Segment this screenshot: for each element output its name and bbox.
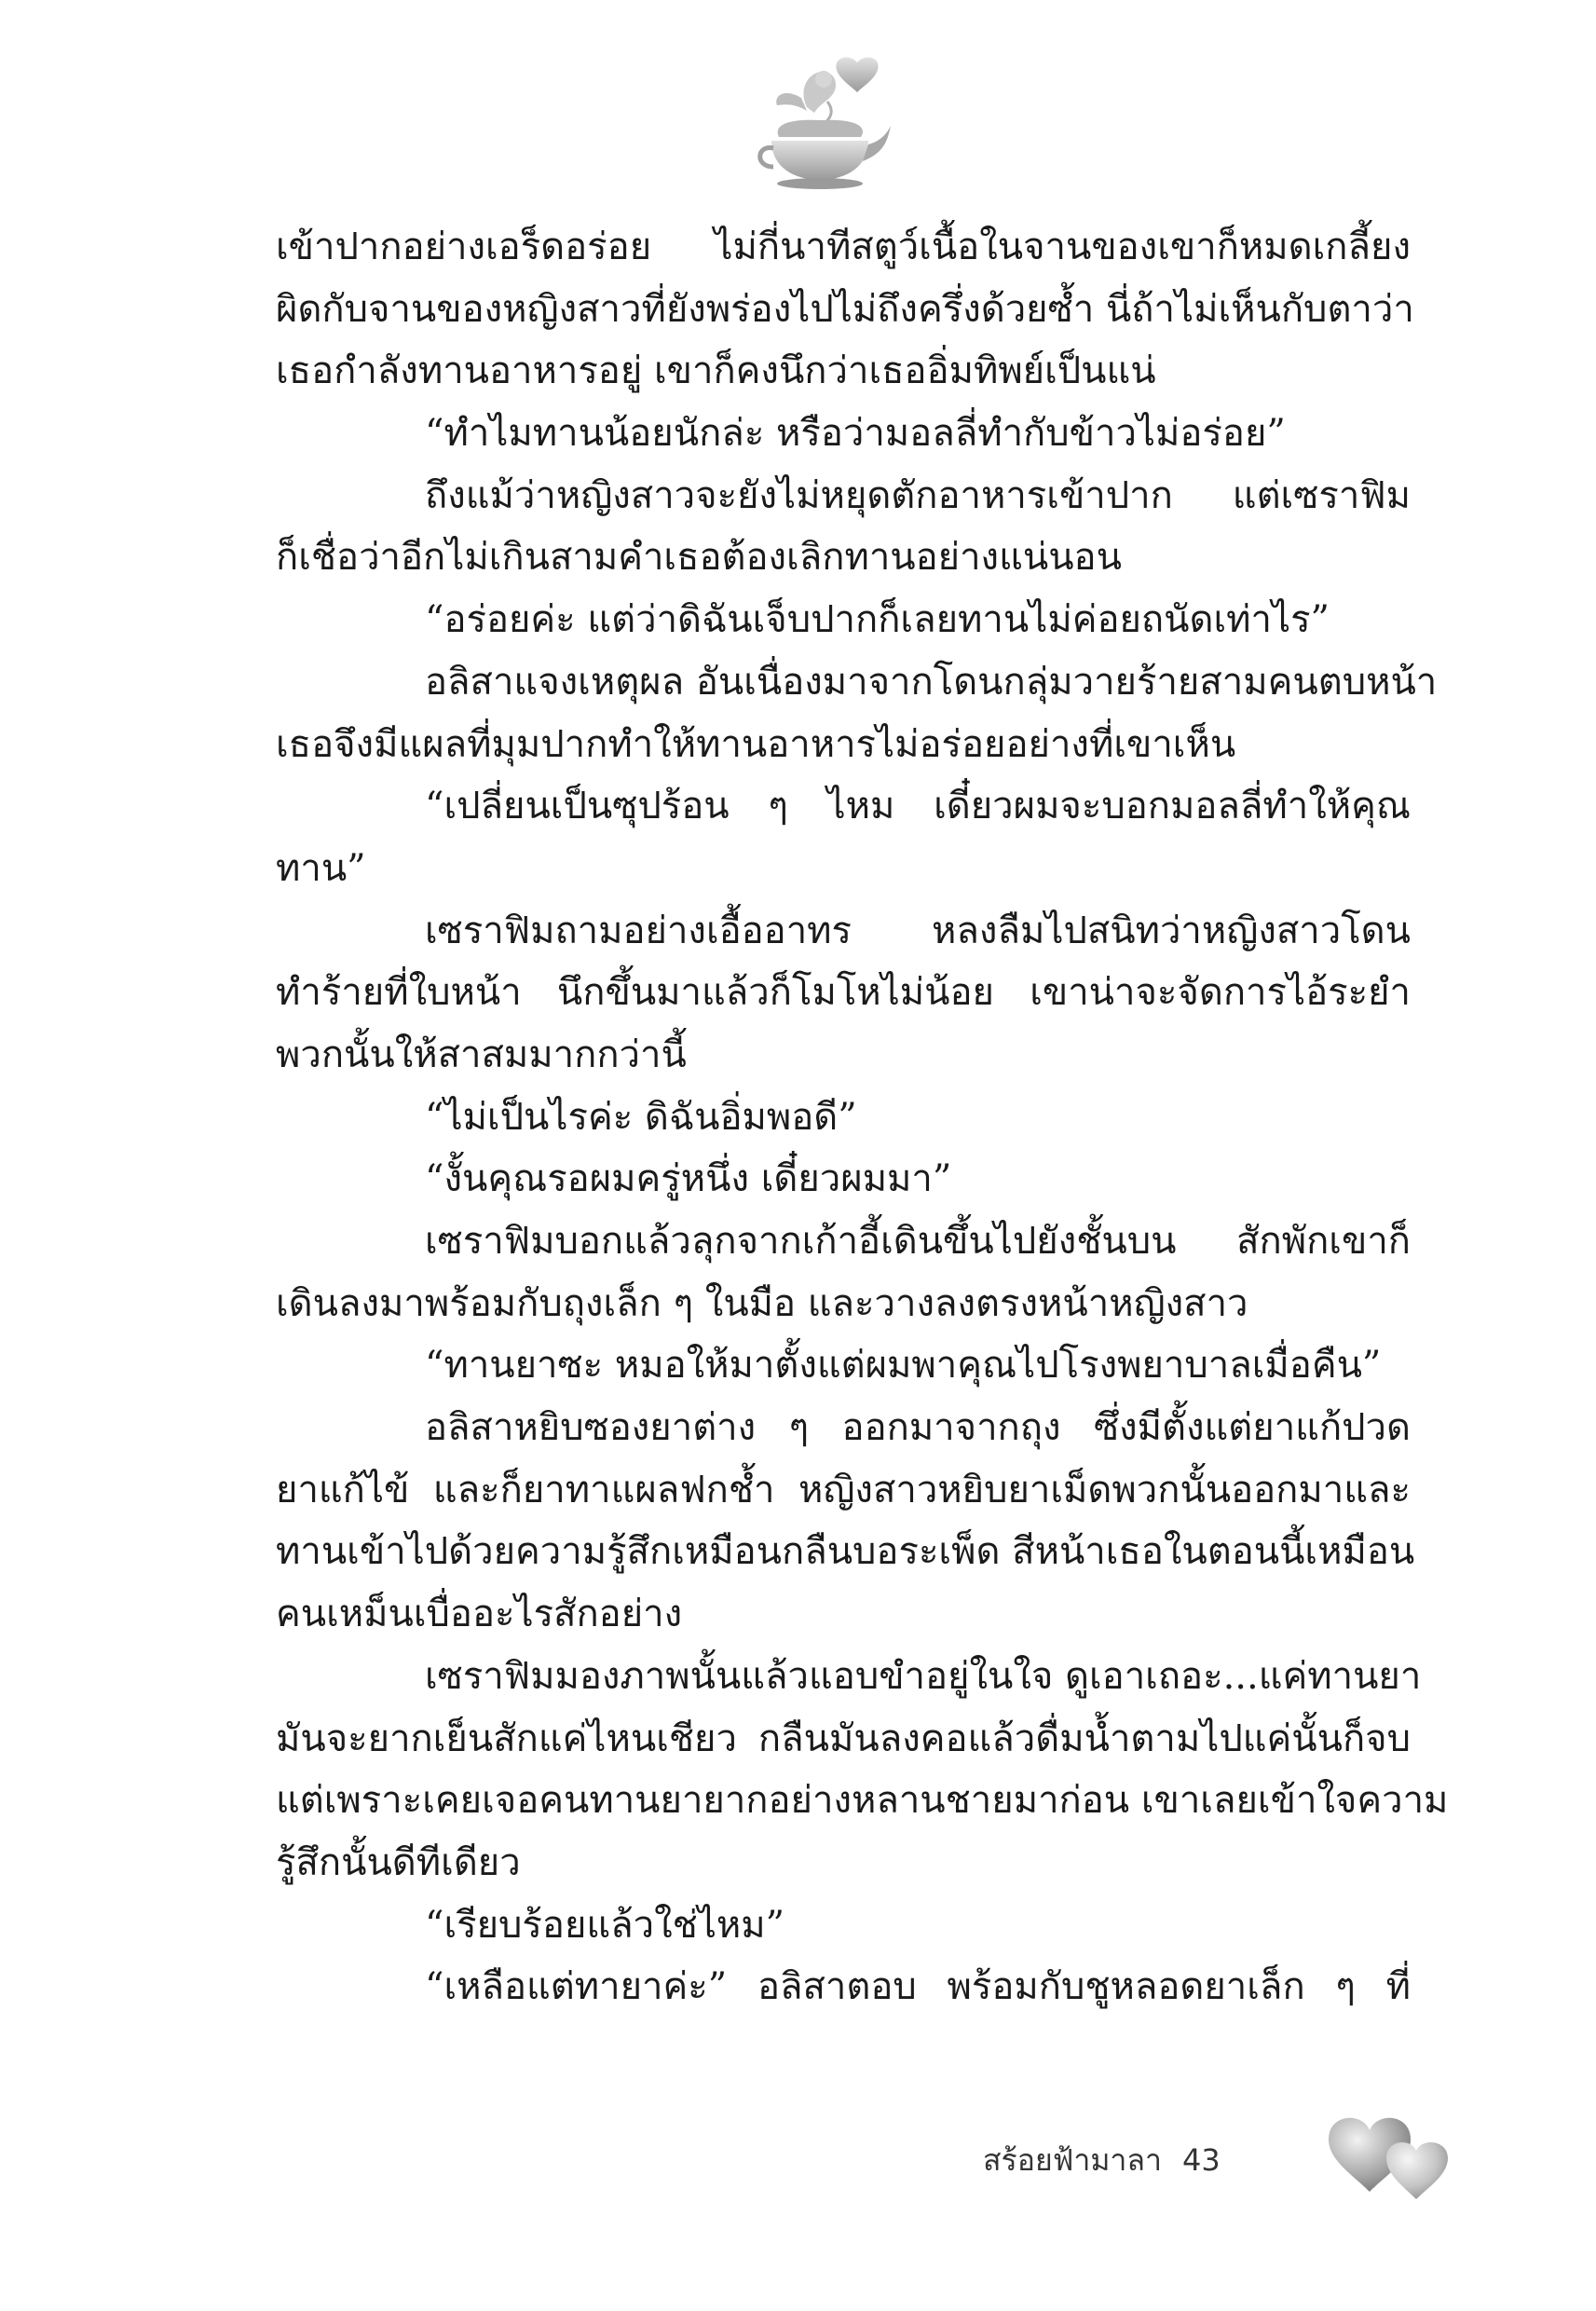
text-line: “ไม่เป็นไรค่ะ ดิฉันอิ่มพอดี” bbox=[425, 1095, 857, 1139]
running-title: สร้อยฟ้ามาลา bbox=[983, 2141, 1162, 2178]
text-line: “เปลี่ยนเป็นซุปร้อน ๆ ไหม เดี๋ยวผมจะบอกมอลลี่ทำให้คุณ bbox=[425, 785, 1411, 828]
text-line: มันจะยากเย็นสักแค่ไหนเชียว กลืนมันลงคอแล้วดื่มน้ำตามไปแค่นั้นก็จบ bbox=[276, 1716, 1411, 1760]
text-line: “เหลือแต่ทายาค่ะ” อลิสาตอบ พร้อมกับชูหลอดยาเล็ก ๆ ที่ bbox=[425, 1965, 1411, 2009]
text-line: อลิสาแจงเหตุผล อันเนื่องมาจากโดนกลุ่มวายร้ายสามคนตบหน้า bbox=[425, 660, 1438, 704]
text-line: ถึงแม้ว่าหญิงสาวจะยังไม่หยุดตักอาหารเข้าปาก แต่เซราฟิม bbox=[425, 473, 1411, 517]
text-line: เธอกำลังทานอาหารอยู่ เขาก็คงนึกว่าเธออิ่มทิพย์เป็นแน่ bbox=[276, 349, 1156, 393]
text-line: ยาแก้ไข้ และก็ยาทาแผลฟกช้ำ หญิงสาวหยิบยาเม็ดพวกนั้นออกมาและ bbox=[276, 1468, 1411, 1511]
hearts-ornament-icon bbox=[1321, 2102, 1461, 2214]
text-line: ทานเข้าไปด้วยความรู้สึกเหมือนกลืนบอระเพ็ด สีหน้าเธอในตอนนี้เหมือน bbox=[276, 1530, 1415, 1574]
text-line: เข้าปากอย่างเอร็ดอร่อย ไม่กี่นาทีสตูว์เนื้อในจานของเขาก็หมดเกลี้ยง bbox=[276, 226, 1411, 268]
text-line: “เรียบร้อยแล้วใช่ไหม” bbox=[425, 1903, 785, 1947]
text-line: ทำร้ายที่ใบหน้า นึกขึ้นมาแล้วก็โมโหไม่น้อย เขาน่าจะจัดการไอ้ระยำ bbox=[276, 971, 1411, 1015]
page-footer bbox=[983, 2132, 1221, 2188]
text-line: อลิสาหยิบซองยาต่าง ๆ ออกมาจากถุง ซึ่งมีตั้งแต่ยาแก้ปวด bbox=[425, 1406, 1411, 1450]
text-line: เดินลงมาพร้อมกับถุงเล็ก ๆ ในมือ และวางลงตรงหน้าหญิงสาว bbox=[276, 1281, 1248, 1325]
teapot-cupid-ornament-icon bbox=[745, 51, 894, 191]
text-line: ก็เชื่อว่าอีกไม่เกินสามคำเธอต้องเลิกทานอย่างแน่นอน bbox=[276, 536, 1122, 580]
text-line: “ทำไมทานน้อยนักล่ะ หรือว่ามอลลี่ทำกับข้าวไม่อร่อย” bbox=[425, 412, 1286, 456]
text-line: ทาน” bbox=[276, 846, 366, 890]
text-line: “ทานยาซะ หมอให้มาตั้งแต่ผมพาคุณไปโรงพยาบาลเมื่อคืน” bbox=[425, 1344, 1382, 1388]
text-line: “อร่อยค่ะ แต่ว่าดิฉันเจ็บปากก็เลยทานไม่ค่อยถนัดเท่าไร” bbox=[425, 598, 1330, 642]
story-text bbox=[276, 216, 1449, 2018]
text-line: แต่เพราะเคยเจอคนทานยายากอย่างหลานชายมาก่อน เขาเลยเข้าใจความ bbox=[276, 1779, 1449, 1823]
page-number: 43 bbox=[1181, 2142, 1221, 2178]
text-line: เธอจึงมีแผลที่มุมปากทำให้ทานอาหารไม่อร่อยอย่างที่เขาเห็น bbox=[276, 722, 1236, 766]
text-line: เซราฟิมบอกแล้วลุกจากเก้าอี้เดินขึ้นไปยังชั้นบน สักพักเขาก็ bbox=[425, 1220, 1411, 1263]
text-line: พวกนั้นให้สาสมมากกว่านี้ bbox=[276, 1032, 687, 1076]
text-line: รู้สึกนั้นดีทีเดียว bbox=[276, 1840, 521, 1884]
text-line: เซราฟิมถามอย่างเอื้ออาทร หลงลืมไปสนิทว่าหญิงสาวโดน bbox=[425, 909, 1411, 952]
text-line: เซราฟิมมองภาพนั้นแล้วแอบขำอยู่ในใจ ดูเอาเถอะ...แค่ทานยา bbox=[425, 1654, 1422, 1698]
text-line: ผิดกับจานของหญิงสาวที่ยังพร่องไปไม่ถึงครึ่งด้วยซ้ำ นี่ถ้าไม่เห็นกับตาว่า bbox=[276, 287, 1414, 331]
text-line: “งั้นคุณรอผมครู่หนึ่ง เดี๋ยวผมมา” bbox=[425, 1157, 952, 1201]
text-line: คนเหม็นเบื่ออะไรสักอย่าง bbox=[276, 1593, 683, 1636]
